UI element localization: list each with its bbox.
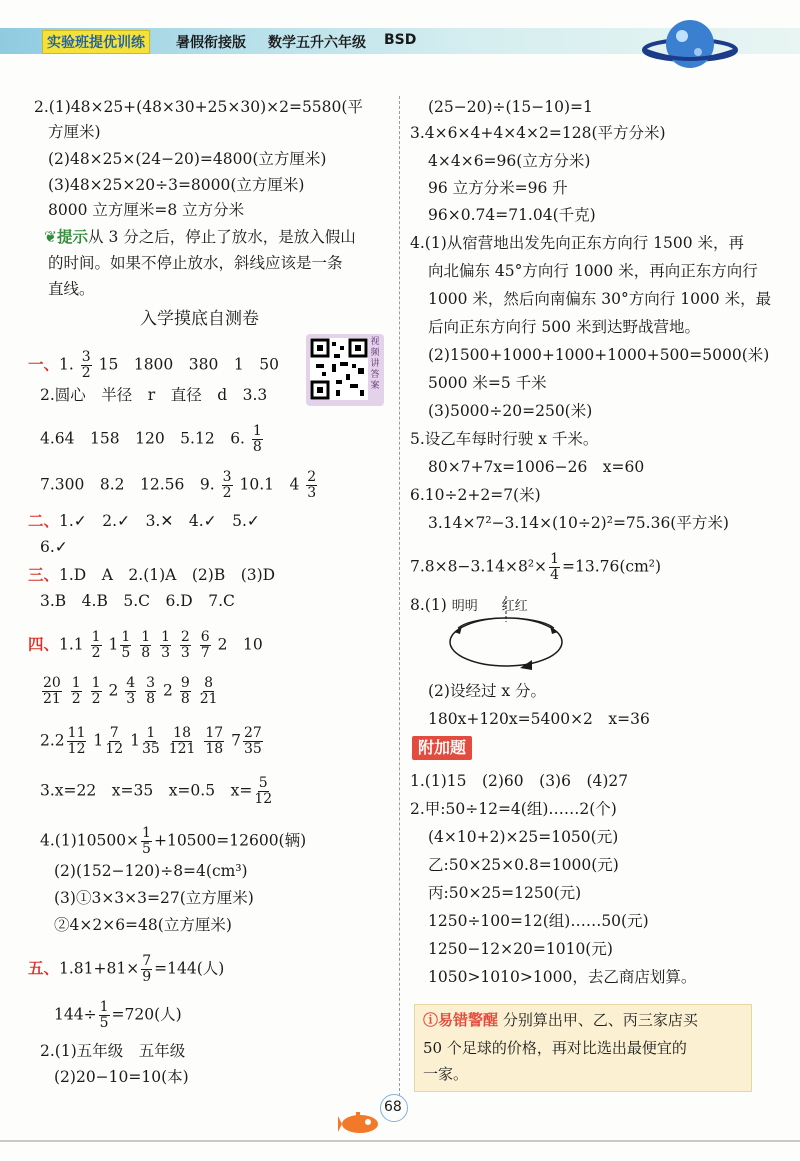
tip-line-1: ❦提示从 3 分之后，停止了放水，是放入假山 — [44, 228, 356, 246]
right-line-17: 7.8×8−3.14×8²× $\frac{1}{4}$ =13.76(cm²) — [410, 551, 662, 583]
section-1-line-2: 2.圆心 半径 r 直径 d 3.3 — [40, 386, 268, 404]
right-line-2: 3.4×6×4+4×4×2=128(平方分米) — [410, 124, 666, 142]
section-3-line-2: 3.B 4.B 5.C 6.D 7.C — [40, 592, 235, 610]
section-4-line-7: (3)①3×3×3=27(立方厘米) — [54, 889, 254, 907]
circular-track-diagram — [440, 592, 570, 678]
section-4-line-4: 3.x=22 x=35 x=0.5 x= $\frac{5}{12}$ — [40, 775, 273, 807]
right-line-9: 后向正东方向行 500 米到达野战营地。 — [428, 318, 700, 336]
section-4-line-3: 2.2 $\frac{11}{12}$ 1 $\frac{7}{12}$ 1 $\frac{1}{35}$ $\frac{18}{121}$ $\frac{17}{18}$ 7 $\frac{27}{35}$ — [40, 725, 262, 757]
section-5-line-1: 五、1.81+81× $\frac{7}{9}$ =144(人) — [28, 953, 225, 985]
right-line-5: 96×0.74=71.04(千克) — [428, 206, 596, 224]
right-line-15: 6.10÷2+2=7(米) — [410, 486, 541, 504]
section-5-line-2: 144÷ $\frac{1}{5}$ =720(人) — [54, 999, 182, 1031]
planet-illustration — [640, 12, 750, 78]
extra-line-2: 2.甲:50÷12=4(组)……2(个) — [410, 800, 617, 818]
section-5-line-3: 2.(1)五年级 五年级 — [40, 1042, 186, 1060]
extra-line-3: (4×10+2)×25=1050(元) — [428, 828, 619, 846]
extra-line-7: 1250−12×20=1010(元) — [428, 940, 613, 958]
label-mingming: 明明 — [451, 599, 478, 614]
section-4-line-2: $\frac{20}{21}$ $\frac{1}{2}$ $\frac{1}{2}$ 2 $\frac{4}{3}$ $\frac{3}{8}$ 2 $\frac{9}{8}$ $\frac{8}{21}$ — [43, 675, 218, 707]
section-4-line-8: ②4×2×6=48(立方厘米) — [54, 916, 232, 934]
answer-2-line-5: 8000 立方厘米=8 立方分米 — [48, 201, 245, 219]
section-5-line-4: (2)20−10=10(本) — [54, 1068, 189, 1086]
right-line-12: (3)5000÷20=250(米) — [428, 402, 593, 420]
right-line-3: 4×4×6=96(立方分米) — [428, 152, 591, 170]
right-line-4: 96 立方分米=96 升 — [428, 179, 568, 197]
right-line-10: (2)1500+1000+1000+1000+500=5000(米) — [428, 346, 770, 364]
extra-line-8: 1050>1010>1000，去乙商店划算。 — [428, 968, 697, 986]
series-badge: 实验班提优训练 — [42, 30, 150, 54]
section-1-line-3: 4.64 158 120 5.12 6. $\frac{1}{8}$ — [40, 423, 262, 455]
right-line-7: 向北偏东 45°方向行 1000 米，再向正东方向行 — [428, 262, 758, 280]
edition-label: 暑假衔接版 — [176, 35, 246, 51]
tip-label: 提示 — [57, 228, 89, 246]
right-line-14: 80×7+7x=1006−26 x=60 — [428, 458, 645, 476]
test-title: 入学摸底自测卷 — [140, 309, 259, 329]
error-warning-box — [414, 1004, 752, 1092]
submarine-fish-icon — [338, 1108, 384, 1136]
section-4-line-5: 4.(1)10500× $\frac{1}{5}$ +10500=12600(辆) — [40, 825, 307, 857]
tip-line-3: 直线。 — [48, 280, 95, 298]
warning-title: 易错警醒 — [438, 1011, 499, 1029]
right-line-8: 1000 米，然后向南偏东 30°方向行 1000 米，最 — [428, 290, 772, 308]
section-2-line-2: 6.✓ — [40, 538, 68, 556]
extra-questions-badge: 附加题 — [412, 736, 472, 760]
answer-2-line-4: (3)48×25×20÷3=8000(立方厘米) — [48, 176, 305, 194]
extra-line-6: 1250÷100=12(组)……50(元) — [428, 912, 649, 930]
right-line-20: 180x+120x=5400×2 x=36 — [428, 710, 650, 728]
section-1-line-4: 7.300 8.2 12.56 9. $\frac{3}{2}$ 10.1 4 $\frac{2}{3}$ — [40, 469, 317, 501]
extra-line-4: 乙:50×25×0.8=1000(元) — [428, 856, 619, 874]
right-line-6: 4.(1)从宿营地出发先向正东方向行 1500 米，再 — [410, 234, 745, 252]
right-line-19: (2)设经过 x 分。 — [428, 682, 547, 700]
answer-2-line-2: 方厘米) — [48, 123, 101, 141]
tip-line-2: 的时间。如果不停止放水，斜线应该是一条 — [48, 254, 343, 272]
page-header — [0, 0, 800, 80]
qr-label: 视频讲答案 — [370, 337, 380, 391]
warning-icon: ⓘ — [423, 1011, 439, 1029]
version-label: BSD — [384, 32, 417, 48]
right-line-11: 5000 米=5 千米 — [428, 374, 547, 392]
warning-line-1: ⓘ易错警醒 分别算出甲、乙、丙三家店买 — [423, 1011, 698, 1029]
warning-line-2: 50 个足球的价格，再对比选出最便宜的 — [423, 1039, 687, 1057]
warning-line-3: 一家。 — [423, 1065, 469, 1083]
section-3-line-1: 三、1.D A 2.(1)A (2)B (3)D — [28, 566, 276, 584]
right-line-13: 5.设乙车每时行驶 x 千米。 — [410, 430, 599, 448]
column-divider — [399, 96, 400, 1096]
right-line-18: 8.(1) 明明 红红 — [410, 596, 528, 614]
section-4-line-6: (2)(152−120)÷8=4(cm³) — [54, 862, 248, 880]
grade-label: 数学五升六年级 — [268, 35, 366, 51]
extra-line-1: 1.(1)15 (2)60 (3)6 (4)27 — [410, 772, 629, 790]
section-2-line-1: 二、1.✓ 2.✓ 3.✕ 4.✓ 5.✓ — [28, 512, 260, 530]
right-line-16: 3.14×7²−3.14×(10÷2)²=75.36(平方米) — [428, 514, 729, 532]
answer-2-line-3: (2)48×25×(24−20)=4800(立方厘米) — [48, 150, 327, 168]
section-4-line-1: 四、1.1 $\frac{1}{2}$ 1 $\frac{1}{5}$ $\frac{1}{8}$ $\frac{1}{3}$ $\frac{2}{3}$ $\frac{6}{7}$ 2 10 — [28, 629, 263, 661]
qr-code-icon — [310, 338, 368, 400]
extra-line-5: 丙:50×25=1250(元) — [428, 884, 582, 902]
answer-2-line-1: 2.(1)48×25+(48×30+25×30)×2=5580(平 — [34, 98, 363, 116]
right-line-1: (25−20)÷(15−10)=1 — [428, 98, 593, 116]
leaf-icon: ❦ — [44, 228, 57, 246]
page-number: 68 — [384, 1099, 402, 1115]
qr-code-box[interactable] — [306, 334, 384, 406]
label-honghong: 红红 — [501, 599, 528, 614]
bottom-strip — [0, 1140, 800, 1142]
section-1-line-1: 一、1. $\frac{3}{2}$ 15 1800 380 1 50 — [28, 349, 279, 381]
